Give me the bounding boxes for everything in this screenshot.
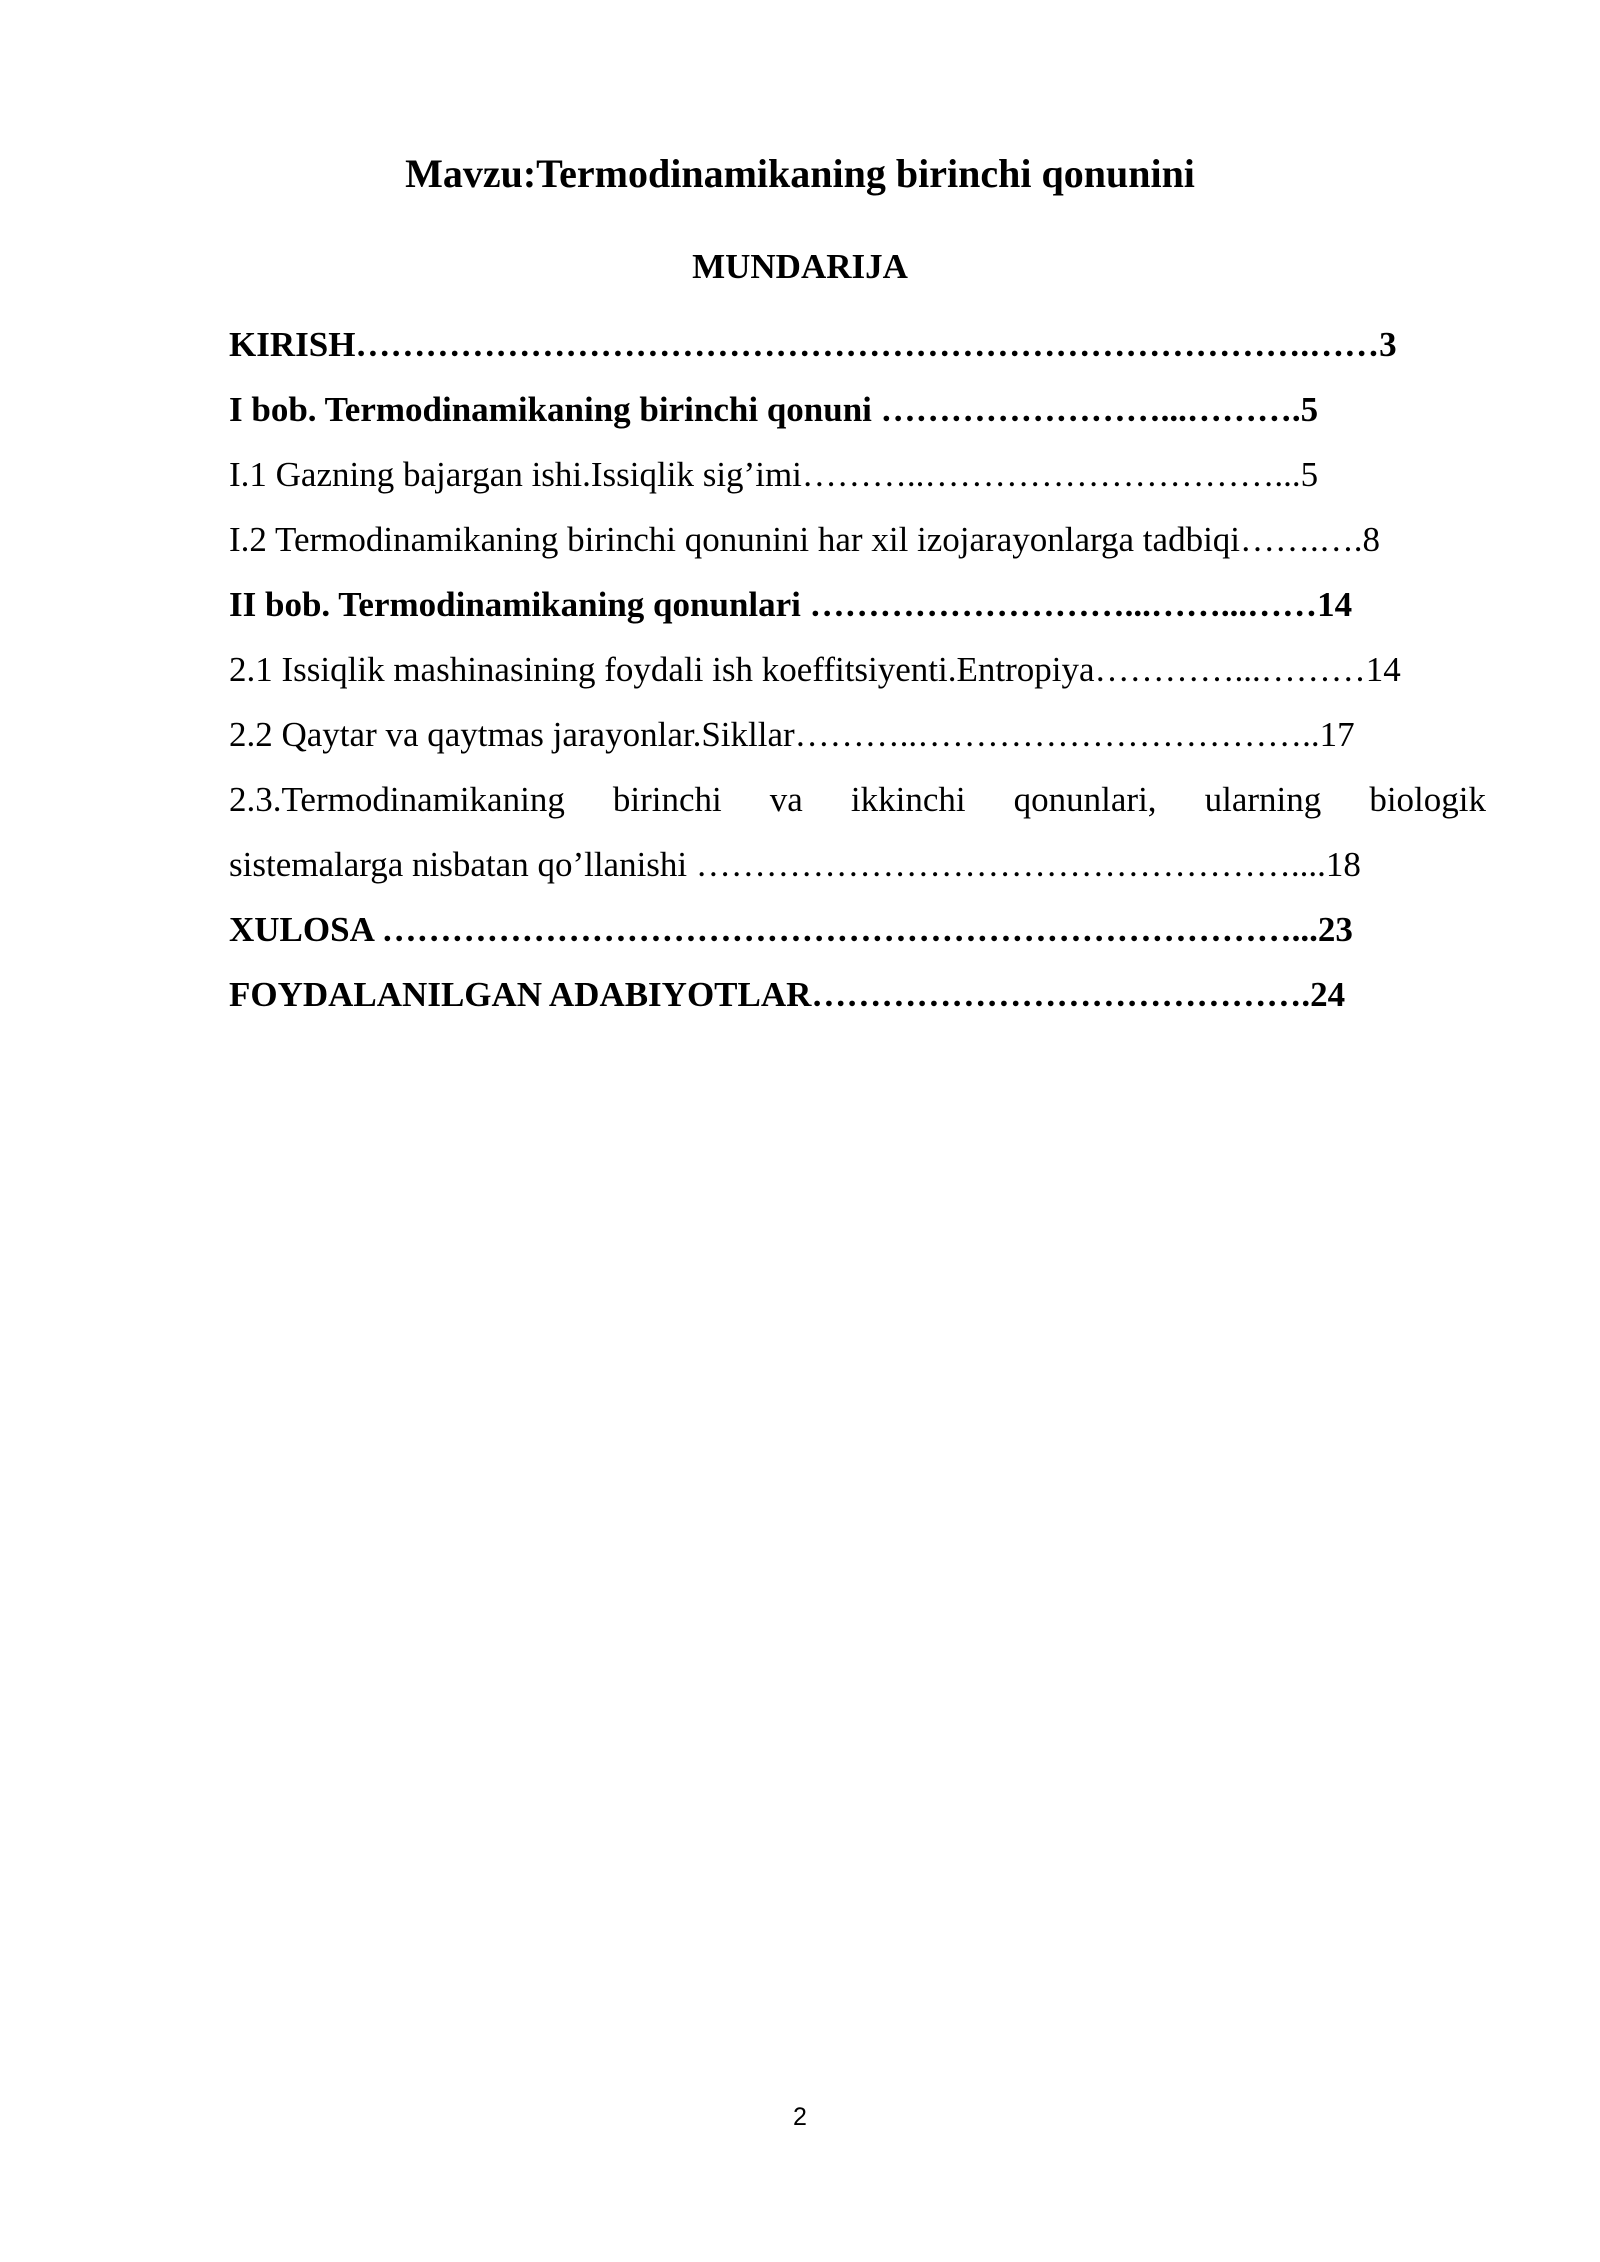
toc-entry-section-1-1: I.1 Gazning bajargan ishi.Issiqlik sig’imi………..…………………………...5 — [229, 455, 1319, 494]
toc-entry-section-2-1: 2.1 Issiqlik mashinasining foydali ish koeffitsiyenti.Entropiya…………...………14 — [229, 650, 1401, 689]
toc-heading: MUNDARIJA — [692, 247, 908, 286]
toc-entry-chapter-1: I bob. Termodinamikaning birinchi qonuni ……………………...……….5 — [229, 390, 1319, 429]
toc-entry-kirish: KIRISH……………………………………………………………………….……3 — [229, 325, 1397, 364]
toc-entry-section-1-2: I.2 Termodinamikaning birinchi qonunini har xil izojarayonlarga tadbiqi…….….8 — [229, 520, 1381, 559]
toc-entry-section-2-3: 2.3.Termodinamikaning birinchi va ikkinchi qonunlari, ularning biologik — [229, 780, 1486, 819]
toc-entry-section-2-2: 2.2 Qaytar va qaytmas jarayonlar.Sikllar………..……………………………..17 — [229, 715, 1355, 754]
toc-entry-chapter-2: II bob. Termodinamikaning qonunlari ………………………...……...……14 — [229, 585, 1353, 624]
toc-entry-section-2-3-continued: sistemalarga nisbatan qo’llanishi ……………………………………………....18 — [229, 845, 1361, 884]
toc-entry-bibliography: FOYDALANILGAN ADABIYOTLAR…………………………………….24 — [229, 975, 1346, 1014]
document-title: Mavzu:Termodinamikaning birinchi qonunini — [405, 151, 1195, 196]
table-of-contents — [229, 312, 1486, 1027]
page-number: 2 — [793, 2103, 807, 2131]
toc-entry-xulosa: XULOSA ……………………………………………………………………...23 — [229, 910, 1353, 949]
